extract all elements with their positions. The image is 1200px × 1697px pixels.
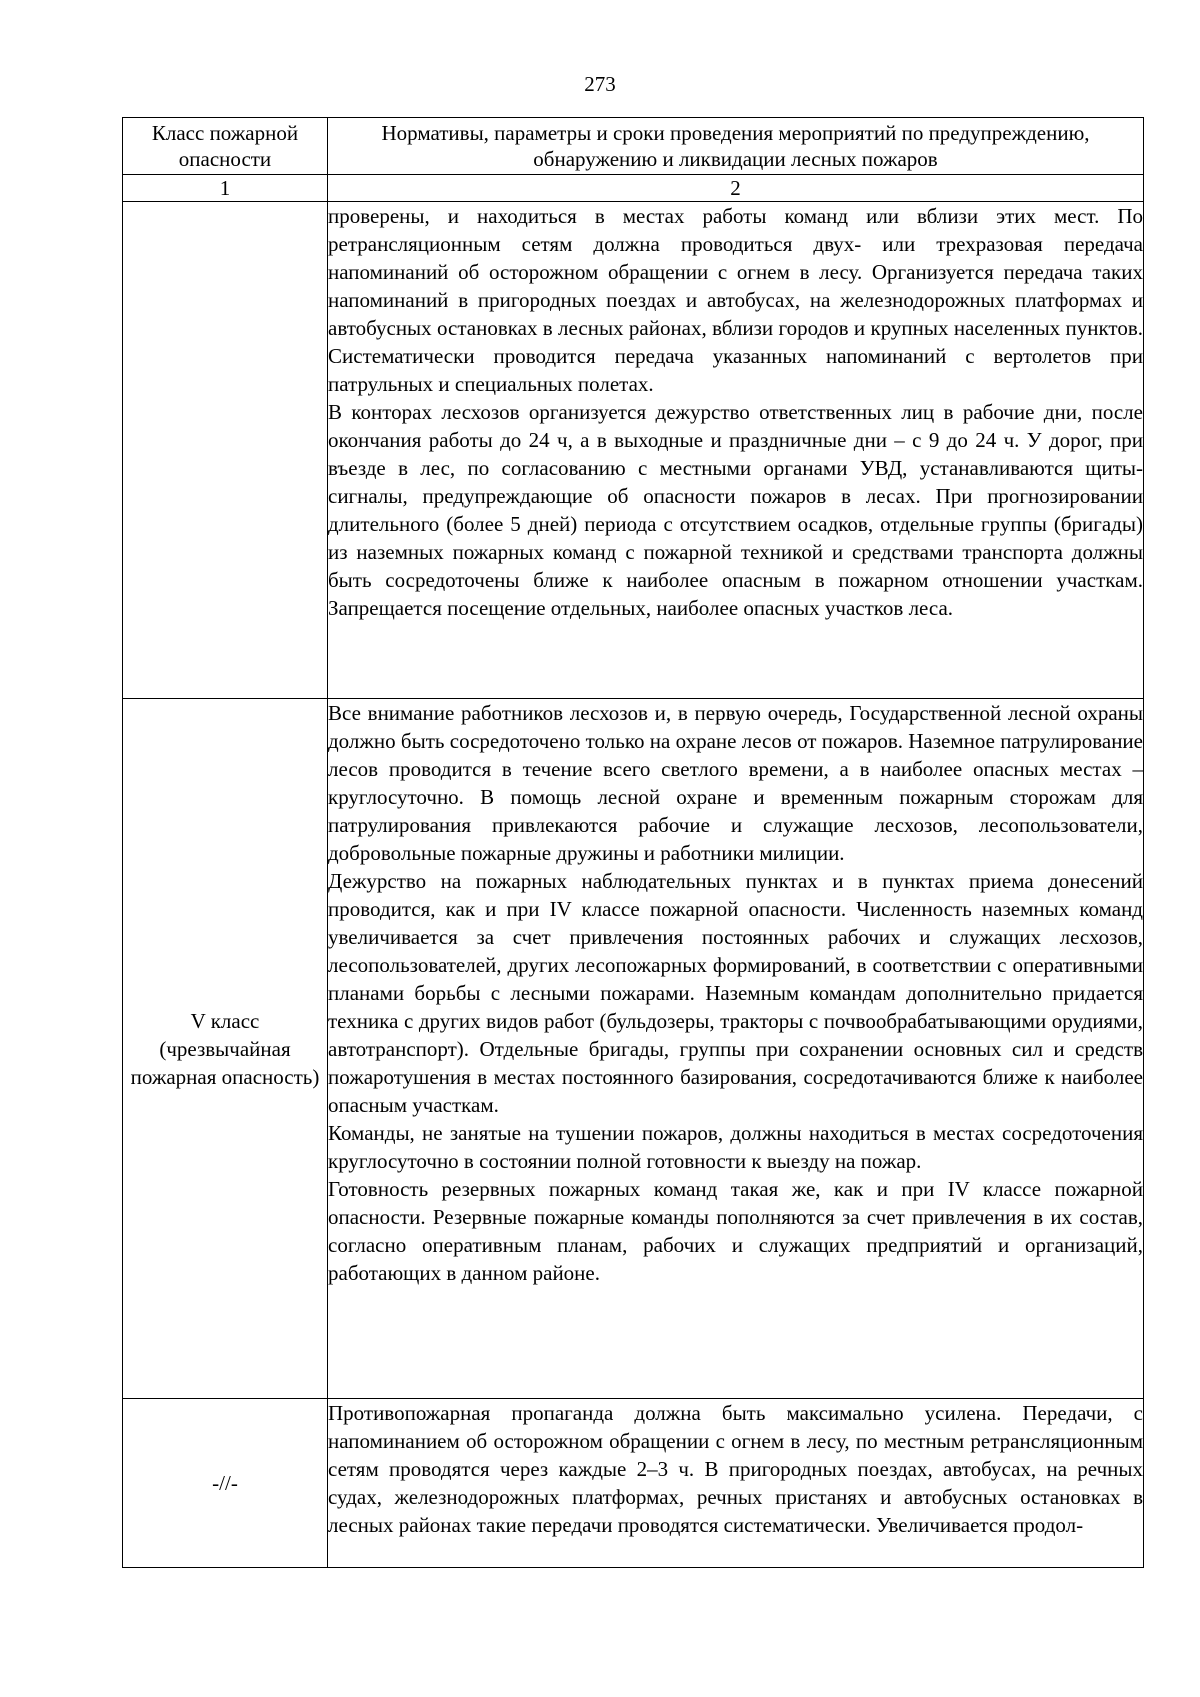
column-number-row bbox=[123, 175, 1144, 202]
norms-cell bbox=[328, 1399, 1144, 1568]
norms-cell bbox=[328, 202, 1144, 699]
table-row bbox=[123, 202, 1144, 699]
paragraph: Все внимание работников лесхозов и, в первую очередь, Государственной лесной охраны должно быть сосредоточено только на охране лесов от пожаров. Наземное патрулирование лесов проводится в течение всего светлого времени, а в наиболее опасных местах – круглосуточно. В помощь лесной охране и временным пожарным сторожам для патрулирования привлекаются рабочие и служащие лесхозов, лесопользователи, добровольные пожарные дружины и работники милиции. bbox=[328, 701, 1143, 865]
table-row bbox=[123, 699, 1144, 1399]
column-number-2: 2 bbox=[328, 175, 1144, 202]
fire-danger-table bbox=[122, 117, 1144, 1568]
header-norms: Нормативы, параметры и сроки проведения мероприятий по предупреждению, обнаружению и ликвидации лесных пожаров bbox=[328, 118, 1144, 175]
norms-cell bbox=[328, 699, 1144, 1399]
table-header-row bbox=[123, 118, 1144, 175]
page-number: 273 bbox=[584, 72, 616, 96]
table-row bbox=[123, 1399, 1144, 1568]
fire-class-cell: -//- bbox=[123, 1399, 328, 1568]
column-number-1: 1 bbox=[123, 175, 328, 202]
fire-class-cell bbox=[123, 202, 328, 699]
fire-class-cell: V класс (чрезвычайная пожарная опасность) bbox=[123, 699, 328, 1399]
header-fire-class: Класс пожарной опасности bbox=[123, 118, 328, 175]
paragraph: Противопожарная пропаганда должна быть максимально усилена. Передачи, с напоминанием об осторожном обращении с огнем в лесу, по местным ретрансляционным сетям проводятся через каждые 2–3 ч. В пригородных поездах, автобусах, на речных судах, железнодорожных платформах, речных пристанях и автобусных остановках в лесных районах такие передачи проводятся систематически. Увеличивается продол- bbox=[328, 1401, 1143, 1537]
paragraph: проверены, и находиться в местах работы команд или вблизи этих мест. По ретрансляционным сетям должна проводиться двух- или трехразовая передача напоминаний об осторожном обращении с огнем в лесу. Организуется передача таких напоминаний в пригородных поездах и автобусах, на железнодорожных платформах и автобусных остановках в лесных районах, вблизи городов и крупных населенных пунктов. Систематически проводится передача указанных напоминаний с вертолетов при патрульных и специальных полетах. bbox=[328, 204, 1143, 396]
paragraph: Команды, не занятые на тушении пожаров, должны находиться в местах сосредоточения круглосуточно в состоянии полной готовности к выезду на пожар. bbox=[328, 1121, 1143, 1173]
paragraph: Дежурство на пожарных наблюдательных пунктах и в пунктах приема донесений проводится, как и при IV классе пожарной опасности. Численность наземных команд увеличивается за счет привлечения постоянных рабочих и служащих лесхозов, лесопользователей, других лесопожарных формирований, в соответствии с оперативными планами борьбы с лесными пожарами. Наземным командам дополнительно придается техника с других видов работ (бульдозеры, тракторы с почвообрабатывающими орудиями, автотранспорт). Отдельные бригады, группы при сохранении основных сил и средств пожаротушения в местах постоянного базирования, сосредотачиваются ближе к наиболее опасным участкам. bbox=[328, 869, 1143, 1117]
paragraph: В конторах лесхозов организуется дежурство ответственных лиц в рабочие дни, после окончания работы до 24 ч, а в выходные и праздничные дни – с 9 до 24 ч. У дорог, при въезде в лес, по согласованию с местными органами УВД, устанавливаются щиты-сигналы, предупреждающие об опасности пожаров в лесах. При прогнозировании длительного (более 5 дней) периода с отсутствием осадков, отдельные группы (бригады) из наземных пожарных команд с пожарной техникой и средствами транспорта должны быть сосредоточены ближе к наиболее опасным в пожарном отношении участкам. Запрещается посещение отдельных, наиболее опасных участков леса. bbox=[328, 400, 1143, 620]
paragraph: Готовность резервных пожарных команд такая же, как и при IV классе пожарной опасности. Резервные пожарные команды пополняются за счет привлечения в их состав, согласно оперативным планам, рабочих и служащих предприятий и организаций, работающих в данном районе. bbox=[328, 1177, 1143, 1285]
